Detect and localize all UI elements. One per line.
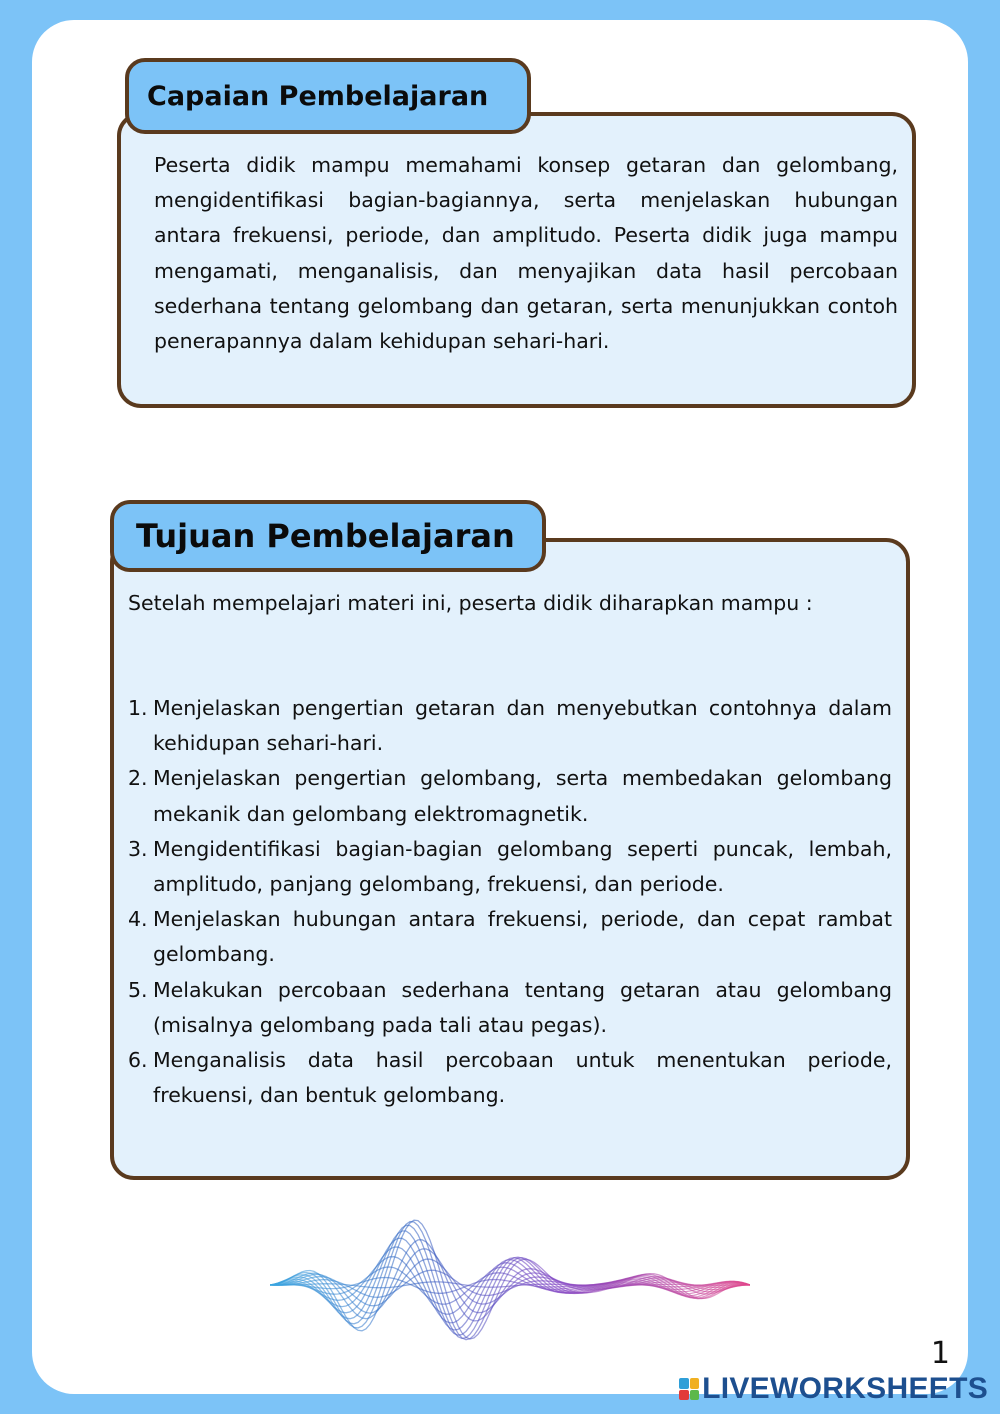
tujuan-intro: Setelah mempelajari materi ini, peserta didik diharapkan mampu : (128, 591, 813, 615)
wave-line (270, 1220, 750, 1339)
tujuan-item: 3. Mengidentifikasi bagian-bagian gelombang seperti puncak, lembah, amplitudo, panjang gelombang, frekuensi, dan periode. (128, 836, 892, 897)
capaian-body: Peserta didik mampu memahami konsep getaran dan gelombang, mengidentifikasi bagian-bagiannya, serta menjelaskan hubungan antara frekuensi, periode, dan amplitudo. Peserta didik juga mampu mengamati, menganalisis, dan menyajikan data hasil percobaan sederhana tentang gelombang dan getaran, serta menunjukkan contoh penerapannya dalam kehidupan sehari-hari. (154, 153, 898, 354)
liveworksheets-brand: LIVEWORKSHEETS (702, 1372, 988, 1405)
tujuan-item: 4. Menjelaskan hubungan antara frekuensi, periode, dan cepat rambat gelombang. (128, 907, 892, 967)
capaian-title-tab (125, 58, 531, 134)
tujuan-title: Tujuan Pembelajaran (136, 517, 515, 555)
page-number: 1 (930, 1336, 950, 1371)
tujuan-item: 1. Menjelaskan pengertian getaran dan menyebutkan contohnya dalam kehidupan sehari-hari. (128, 696, 892, 756)
tujuan-box (110, 538, 910, 1180)
liveworksheets-logo (679, 1372, 988, 1406)
sound-wave-illustration (270, 1185, 750, 1375)
tujuan-item: 6. Menganalisis data hasil percobaan untuk menentukan periode, frekuensi, dan bentuk gelombang. (128, 1048, 892, 1108)
capaian-box (117, 112, 916, 408)
tujuan-item: 5. Melakukan percobaan sederhana tentang getaran atau gelombang (misalnya gelombang pada tali atau pegas). (128, 977, 892, 1037)
tujuan-list (110, 691, 892, 1113)
liveworksheets-logo-icon (679, 1378, 699, 1400)
capaian-title: Capaian Pembelajaran (147, 80, 489, 112)
tujuan-title-tab (110, 500, 546, 572)
tujuan-item: 2. Menjelaskan pengertian gelombang, serta membedakan gelombang mekanik dan gelombang elektromagnetik. (128, 766, 892, 826)
